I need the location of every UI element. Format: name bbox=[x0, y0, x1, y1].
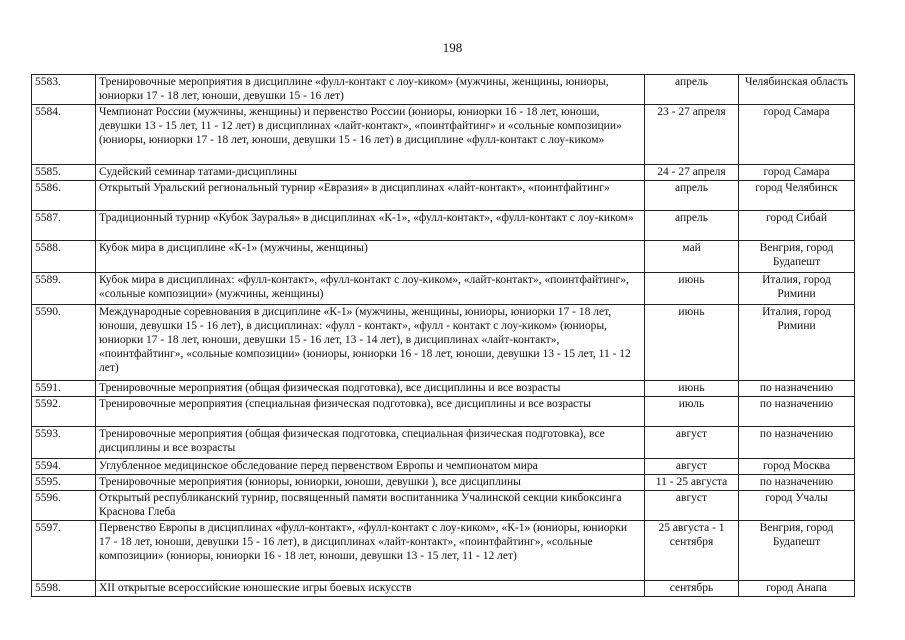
event-date: 24 - 27 апреля bbox=[645, 165, 739, 181]
row-number: 5587. bbox=[32, 211, 96, 241]
event-name: Кубок мира в дисциплине «К-1» (мужчины, женщины) bbox=[96, 241, 645, 273]
event-date: июнь bbox=[645, 305, 739, 381]
event-name: Тренировочные мероприятия (общая физическая подготовка, специальная физическая подготовка), все дисциплины и все возрасты bbox=[96, 427, 645, 459]
event-place: город Самара bbox=[739, 165, 855, 181]
table-row bbox=[32, 459, 855, 475]
table-row bbox=[32, 211, 855, 241]
row-number: 5596. bbox=[32, 491, 96, 521]
event-place: город Учалы bbox=[739, 491, 855, 521]
event-name: Тренировочные мероприятия (юниоры, юниорки, юноши, девушки ), все дисциплины bbox=[96, 475, 645, 491]
table-row bbox=[32, 305, 855, 381]
row-number: 5597. bbox=[32, 521, 96, 581]
event-name: XII открытые всероссийские юношеские игры боевых искусств bbox=[96, 581, 645, 597]
event-place: город Самара bbox=[739, 105, 855, 165]
table-row bbox=[32, 521, 855, 581]
page-number: 198 bbox=[442, 40, 463, 55]
event-name: Первенство Европы в дисциплинах «фулл-контакт», «фулл-контакт с лоу-киком», «К-1» (юниоры, юниорки 17 - 18 лет, юноши, девушки 15 - 16 лет), в дисциплинах «лайт-контакт», «поинтфайтинг», «сольные композиции» (юниоры, юниорки 16 - 18 лет, юноши, девушки 13 - 15 лет, 11 - 12 лет) bbox=[96, 521, 645, 581]
event-name: Судейский семинар татами-дисциплины bbox=[96, 165, 645, 181]
table-row bbox=[32, 491, 855, 521]
row-number: 5593. bbox=[32, 427, 96, 459]
table-row bbox=[32, 475, 855, 491]
row-number: 5591. bbox=[32, 381, 96, 397]
event-name: Международные соревнования в дисциплине «К-1» (мужчины, женщины, юниоры, юниорки 17 - 18 лет, юноши, девушки 15 - 16 лет), в дисциплинах: «фулл - контакт», «фулл - контакт с лоу-киком» (юниоры, юниорки 17 - 18 лет, юноши, девушки 15 - 16 лет, 13 - 14 лет), в дисциплинах «лайт-контакт», «поинтфайтинг», «сольные композиции» (юниоры, юниорки 16 - 18 лет, юноши, девушки 13 - 15 лет, 11 - 12 лет) bbox=[96, 305, 645, 381]
event-place: по назначению bbox=[739, 381, 855, 397]
event-place: город Москва bbox=[739, 459, 855, 475]
event-place: Челябинская область bbox=[739, 75, 855, 105]
event-place: город Анапа bbox=[739, 581, 855, 597]
table-row bbox=[32, 165, 855, 181]
event-name: Тренировочные мероприятия (общая физическая подготовка), все дисциплины и все возрасты bbox=[96, 381, 645, 397]
event-date: сентябрь bbox=[645, 581, 739, 597]
table-row bbox=[32, 381, 855, 397]
event-date: 11 - 25 августа bbox=[645, 475, 739, 491]
table-row bbox=[32, 427, 855, 459]
event-date: июнь bbox=[645, 273, 739, 305]
event-date: август bbox=[645, 427, 739, 459]
table-row bbox=[32, 397, 855, 427]
event-name: Открытый республиканский турнир, посвященный памяти воспитанника Учалинской секции кикбоксинга Краснова Глеба bbox=[96, 491, 645, 521]
event-place: город Челябинск bbox=[739, 181, 855, 211]
row-number: 5594. bbox=[32, 459, 96, 475]
event-name: Традиционный турнир «Кубок Зауралья» в дисциплинах «К-1», «фулл-контакт», «фулл-контакт с лоу-киком» bbox=[96, 211, 645, 241]
event-date: июль bbox=[645, 397, 739, 427]
event-name: Углубленное медицинское обследование перед первенством Европы и чемпионатом мира bbox=[96, 459, 645, 475]
event-date: 23 - 27 апреля bbox=[645, 105, 739, 165]
event-place: Венгрия, город Будапешт bbox=[739, 241, 855, 273]
row-number: 5589. bbox=[32, 273, 96, 305]
event-date: 25 августа - 1 сентября bbox=[645, 521, 739, 581]
event-name: Тренировочные мероприятия (специальная физическая подготовка), все дисциплины и все возрасты bbox=[96, 397, 645, 427]
event-name: Чемпионат России (мужчины, женщины) и первенство России (юниоры, юниорки 16 - 18 лет, юноши, девушки 13 - 15 лет, 11 - 12 лет) в дисциплинах «лайт-контакт», «поинтфайтинг» и «сольные композиции» (юниоры, юниорки 17 - 18 лет, юноши, девушки 15 - 16 лет) в дисциплине «фулл-контакт с лоу-киком» bbox=[96, 105, 645, 165]
table-row bbox=[32, 241, 855, 273]
event-place: по назначению bbox=[739, 427, 855, 459]
event-date: июнь bbox=[645, 381, 739, 397]
event-place: Италия, город Римини bbox=[739, 305, 855, 381]
row-number: 5585. bbox=[32, 165, 96, 181]
row-number: 5590. bbox=[32, 305, 96, 381]
row-number: 5584. bbox=[32, 105, 96, 165]
event-place: Италия, город Римини bbox=[739, 273, 855, 305]
row-number: 5598. bbox=[32, 581, 96, 597]
event-date: апрель bbox=[645, 181, 739, 211]
event-place: по назначению bbox=[739, 475, 855, 491]
row-number: 5592. bbox=[32, 397, 96, 427]
row-number: 5583. bbox=[32, 75, 96, 105]
event-date: август bbox=[645, 459, 739, 475]
event-place: по назначению bbox=[739, 397, 855, 427]
event-date: август bbox=[645, 491, 739, 521]
event-date: апрель bbox=[645, 211, 739, 241]
table-row bbox=[32, 181, 855, 211]
table-row bbox=[32, 75, 855, 105]
table-row bbox=[32, 581, 855, 597]
row-number: 5586. bbox=[32, 181, 96, 211]
event-name: Открытый Уральский региональный турнир «Евразия» в дисциплинах «лайт-контакт», «поинтфайтинг» bbox=[96, 181, 645, 211]
event-date: апрель bbox=[645, 75, 739, 105]
event-name: Тренировочные мероприятия в дисциплине «фулл-контакт с лоу-киком» (мужчины, женщины, юниоры, юниорки 17 - 18 лет, юноши, девушки 15 - 16 лет) bbox=[96, 75, 645, 105]
events-table bbox=[31, 74, 855, 597]
table-row bbox=[32, 273, 855, 305]
event-place: Венгрия, город Будапешт bbox=[739, 521, 855, 581]
row-number: 5595. bbox=[32, 475, 96, 491]
event-date: май bbox=[645, 241, 739, 273]
event-place: город Сибай bbox=[739, 211, 855, 241]
table-row bbox=[32, 105, 855, 165]
row-number: 5588. bbox=[32, 241, 96, 273]
event-name: Кубок мира в дисциплинах: «фулл-контакт», «фулл-контакт с лоу-киком», «лайт-контакт», «поинтфайтинг», «сольные композиции» (мужчины, женщины) bbox=[96, 273, 645, 305]
